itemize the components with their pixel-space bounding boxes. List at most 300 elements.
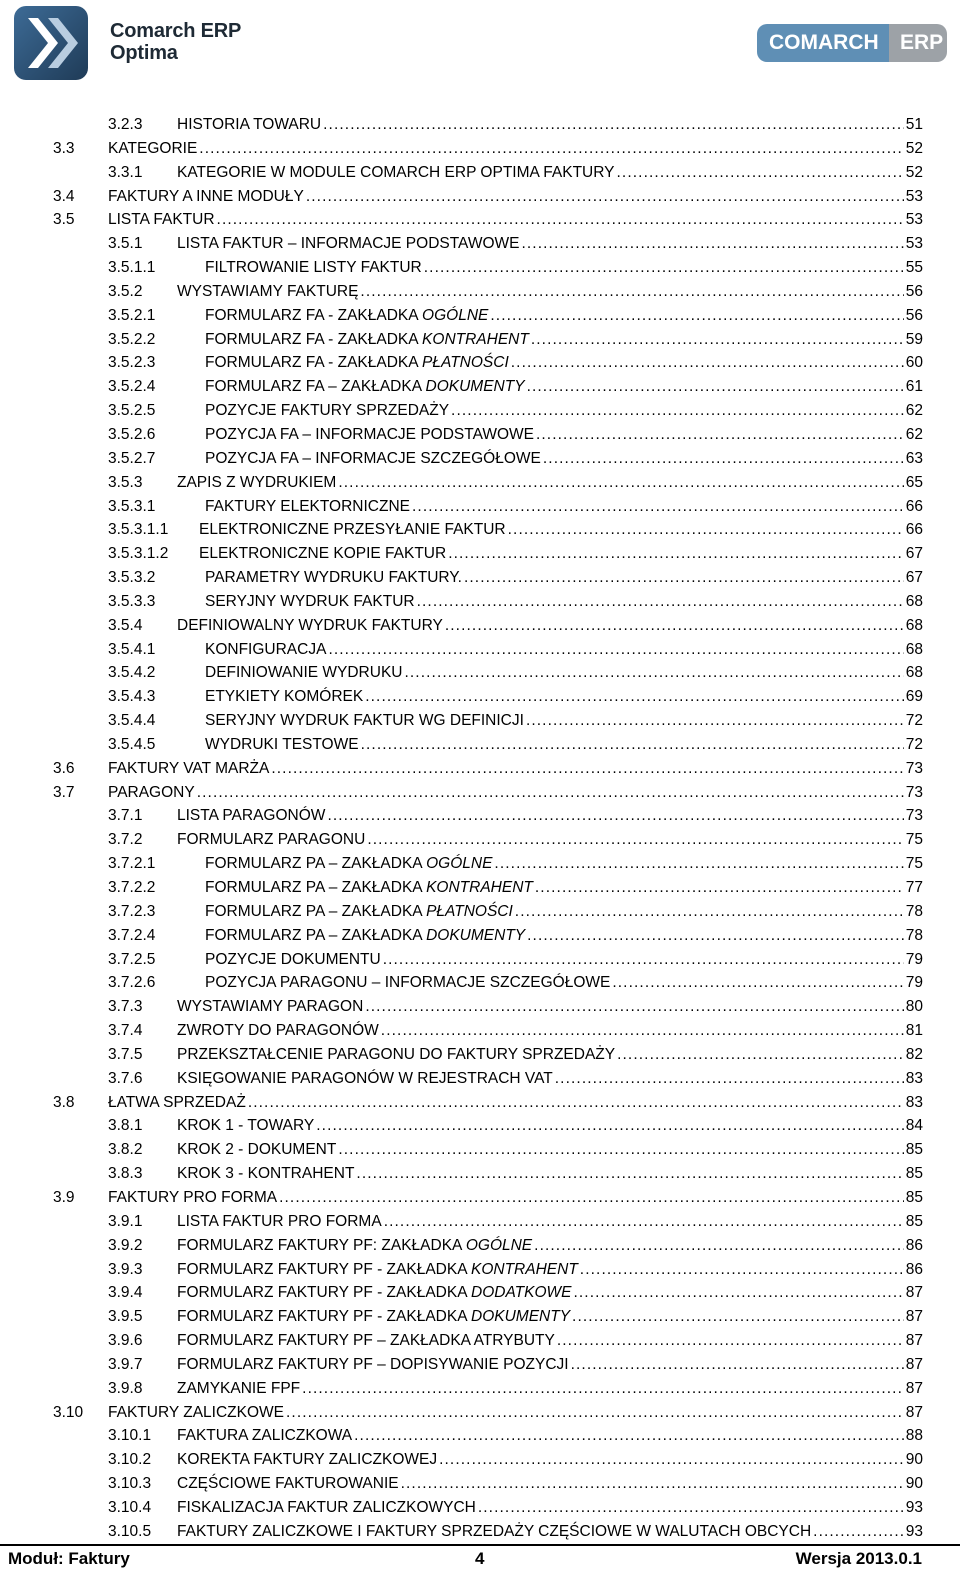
toc-entry-page: 52 [905, 163, 923, 181]
toc-entry-number: 3.3 [53, 139, 75, 157]
toc-entry-title [205, 733, 359, 756]
comarch-erp-logo [757, 24, 947, 64]
toc-dot-leader [383, 948, 904, 971]
toc-entry-number: 3.5.4.3 [108, 688, 156, 706]
toc-entry[interactable] [0, 971, 960, 995]
toc-entry[interactable] [0, 638, 960, 662]
toc-dot-leader [412, 495, 904, 518]
toc-entry-page: 63 [905, 449, 923, 467]
toc-entry-title-text: PARAMETRY WYDRUKU FAKTURY. [205, 569, 462, 587]
toc-entry-number: 3.5.2.4 [108, 378, 156, 396]
toc-entry[interactable] [0, 137, 960, 161]
toc-entry-page: 82 [905, 1045, 923, 1063]
toc-entry-title-text: FORMULARZ FA – ZAKŁADKA [205, 378, 426, 396]
toc-entry-number: 3.9 [53, 1188, 75, 1206]
toc-entry-body [177, 1472, 923, 1495]
toc-entry-title [177, 232, 519, 255]
toc-entry-title-text: FORMULARZ PA – ZAKŁADKA [205, 855, 427, 873]
toc-entry-title-text: KOREKTA FAKTURY ZALICZKOWEJ [177, 1451, 438, 1469]
toc-entry-title-text: KROK 1 - TOWARY [177, 1117, 315, 1135]
toc-entry[interactable] [0, 709, 960, 733]
toc-entry[interactable] [0, 804, 960, 828]
toc-entry-title [205, 423, 534, 446]
toc-entry[interactable] [0, 1448, 960, 1472]
toc-entry[interactable] [0, 447, 960, 471]
toc-entry-title-italic: DOKUMENTY [425, 378, 525, 396]
footer-rule [0, 1544, 960, 1546]
toc-dot-leader [439, 1448, 904, 1471]
toc-dot-leader [327, 804, 903, 827]
toc-entry-number: 3.5.2 [108, 282, 143, 300]
toc-dot-leader [445, 614, 904, 637]
toc-entry-body [108, 781, 923, 804]
toc-entry[interactable] [0, 1210, 960, 1234]
toc-entry-page: 72 [905, 735, 923, 753]
toc-entry-title-italic: KONTRAHENT [422, 330, 529, 348]
toc-dot-leader [572, 1305, 904, 1328]
toc-entry-title-text: SERYJNY WYDRUK FAKTUR WG DEFINICJI [205, 712, 524, 730]
toc-entry-title-italic: KONTRAHENT [471, 1260, 578, 1278]
toc-dot-leader [279, 1186, 904, 1209]
toc-entry-page: 90 [905, 1475, 923, 1493]
toc-entry-title [177, 1424, 352, 1447]
toc-entry-body [205, 447, 923, 470]
toc-entry-title [205, 948, 381, 971]
toc-entry[interactable] [0, 304, 960, 328]
toc-entry[interactable] [0, 161, 960, 185]
toc-entry-page: 59 [905, 330, 923, 348]
toc-entry-title [177, 1019, 379, 1042]
toc-entry[interactable] [0, 1091, 960, 1115]
toc-entry-title-text: SERYJNY WYDRUK FAKTUR [205, 592, 415, 610]
footer-page-number: 4 [475, 1549, 485, 1568]
toc-entry-body [108, 1401, 923, 1424]
toc-entry[interactable] [0, 375, 960, 399]
toc-dot-leader [271, 757, 903, 780]
toc-entry-number: 3.5.3.3 [108, 592, 156, 610]
toc-entry-title-text: ELEKTRONICZNE PRZESYŁANIE FAKTUR [199, 521, 506, 539]
toc-entry-body [205, 876, 923, 899]
toc-entry-number: 3.5.4.5 [108, 735, 156, 753]
toc-entry-number: 3.5.2.2 [108, 330, 156, 348]
toc-entry-title-text: LISTA FAKTUR [108, 211, 215, 229]
toc-dot-leader [571, 1353, 904, 1376]
toc-entry-page: 87 [905, 1332, 923, 1350]
toc-entry-title-text: PRZEKSZTAŁCENIE PARAGONU DO FAKTURY SPRZEDAŻY [177, 1045, 616, 1063]
toc-entry-number: 3.7.2.2 [108, 879, 156, 896]
toc-entry-body [205, 924, 923, 947]
toc-entry-number: 3.5.3 [108, 473, 143, 491]
toc-entry-page: 67 [905, 545, 923, 563]
toc-entry-body [177, 1496, 923, 1519]
toc-entry[interactable] [0, 1186, 960, 1210]
page-footer [0, 1544, 960, 1583]
toc-entry-page: 55 [905, 259, 923, 277]
toc-entry[interactable] [0, 1258, 960, 1282]
toc-dot-leader [612, 971, 903, 994]
toc-entry-title-text: WYDRUKI TESTOWE [205, 735, 359, 753]
toc-entry-number: 3.7.5 [108, 1045, 143, 1063]
toc-dot-leader [813, 1520, 904, 1543]
toc-entry[interactable] [0, 1067, 960, 1091]
toc-entry-title-text: POZYCJA FA – INFORMACJE SZCZEGÓŁOWE [205, 449, 541, 467]
toc-entry[interactable] [0, 471, 960, 495]
toc-entry-page: 75 [905, 831, 923, 849]
toc-entry-title [205, 900, 513, 923]
toc-entry-title-text: FORMULARZ FAKTURY PF - ZAKŁADKA [177, 1308, 471, 1326]
toc-entry[interactable] [0, 757, 960, 781]
toc-entry-page: 87 [905, 1403, 923, 1421]
toc-entry-page: 86 [905, 1236, 923, 1254]
toc-entry-title [177, 1138, 336, 1161]
toc-dot-leader [617, 1043, 904, 1066]
toc-entry[interactable] [0, 1401, 960, 1425]
toc-entry-page: 56 [905, 306, 923, 324]
toc-entry-number: 3.7.2 [108, 831, 143, 849]
toc-entry-page: 73 [905, 759, 923, 777]
toc-entry-title [177, 161, 615, 184]
toc-dot-leader [515, 900, 904, 923]
toc-entry-body [177, 1329, 923, 1352]
toc-entry-page: 61 [905, 378, 923, 396]
toc-entry-page: 77 [905, 879, 923, 896]
toc-entry-title-text: FORMULARZ FA - ZAKŁADKA [205, 354, 423, 372]
toc-entry-page: 66 [905, 497, 923, 515]
toc-entry[interactable] [0, 948, 960, 972]
toc-entry-number: 3.5.4 [108, 616, 143, 634]
toc-dot-leader [217, 208, 904, 231]
toc-entry-number: 3.10.2 [108, 1451, 152, 1469]
toc-entry[interactable] [0, 280, 960, 304]
toc-entry-page: 83 [905, 1093, 923, 1111]
toc-entry-title-text: KONFIGURACJA [205, 640, 327, 658]
toc-entry-number: 3.9.1 [108, 1212, 143, 1230]
toc-entry[interactable] [0, 1520, 960, 1544]
toc-entry-number: 3.9.6 [108, 1332, 143, 1350]
toc-entry[interactable] [0, 328, 960, 352]
toc-entry-title-text: ZAMYKANIE FPF [177, 1379, 301, 1397]
toc-dot-leader [302, 1377, 904, 1400]
toc-entry-body [205, 375, 923, 398]
toc-entry-title [205, 876, 533, 899]
toc-entry-body [177, 1281, 923, 1304]
toc-entry-number: 3.5.2.6 [108, 425, 156, 443]
toc-dot-leader [448, 542, 904, 565]
toc-dot-leader [404, 661, 903, 684]
toc-entry-number: 3.7 [53, 783, 75, 801]
toc-entry-title [177, 1067, 553, 1090]
toc-entry[interactable] [0, 614, 960, 638]
toc-entry-page: 51 [905, 116, 923, 133]
toc-entry-body [205, 661, 923, 684]
toc-entry-page: 65 [905, 473, 923, 491]
toc-entry-title-text: POZYCJA PARAGONU – INFORMACJE SZCZEGÓŁOWE [205, 974, 611, 992]
toc-entry-number: 3.7.4 [108, 1022, 143, 1040]
toc-entry[interactable] [0, 1424, 960, 1448]
toc-dot-leader [478, 1496, 904, 1519]
toc-entry-title [177, 1162, 354, 1185]
toc-entry-body [177, 1377, 923, 1400]
toc-entry[interactable] [0, 1353, 960, 1377]
toc-entry-title [108, 757, 269, 780]
toc-entry-title [205, 661, 402, 684]
toc-entry-title-text: POZYCJE DOKUMENTU [205, 950, 381, 968]
toc-entry-page: 87 [905, 1379, 923, 1397]
toc-entry[interactable] [0, 924, 960, 948]
toc-dot-leader [338, 471, 903, 494]
toc-entry-title-text: HISTORIA TOWARU [177, 116, 322, 133]
toc-dot-leader [508, 518, 904, 541]
toc-entry[interactable] [0, 852, 960, 876]
toc-entry[interactable] [0, 781, 960, 805]
toc-entry-body [108, 1186, 923, 1209]
toc-entry-title-text: FAKTURY ZALICZKOWE [108, 1403, 284, 1421]
toc-entry[interactable] [0, 566, 960, 590]
toc-entry-body [205, 304, 923, 327]
toc-entry-title-text: FORMULARZ PARAGONU [177, 831, 366, 849]
toc-entry-title [205, 328, 529, 351]
toc-entry-page: 85 [905, 1165, 923, 1183]
toc-dot-leader [527, 924, 904, 947]
toc-dot-leader [490, 304, 903, 327]
toc-entry-title [205, 924, 525, 947]
toc-entry-title-text: ZWROTY DO PARAGONÓW [177, 1022, 379, 1040]
toc-entry-title [177, 1496, 476, 1519]
toc-dot-leader [356, 1162, 903, 1185]
toc-dot-leader [494, 852, 903, 875]
toc-entry-title-text: FORMULARZ FAKTURY PF - ZAKŁADKA [177, 1260, 471, 1278]
toc-entry[interactable] [0, 495, 960, 519]
toc-entry-title-italic: DOKUMENTY [426, 926, 526, 944]
toc-entry-number: 3.9.8 [108, 1379, 143, 1397]
toc-entry-number: 3.8.1 [108, 1117, 143, 1135]
toc-entry-title-text: FAKTURY PRO FORMA [108, 1188, 278, 1206]
toc-entry-title-text: FORMULARZ FAKTURY PF: ZAKŁADKA [177, 1236, 466, 1254]
toc-entry-page: 81 [905, 1022, 923, 1040]
toc-entry-body [108, 757, 923, 780]
toc-entry-number: 3.5.4.1 [108, 640, 156, 658]
toc-entry-title-italic: PŁATNOŚCI [422, 354, 509, 372]
toc-entry-body [177, 471, 923, 494]
toc-entry-body [205, 900, 923, 923]
toc-entry[interactable] [0, 995, 960, 1019]
toc-entry-title-text: CZĘŚCIOWE FAKTUROWANIE [177, 1475, 399, 1493]
toc-entry-title-text: ZAPIS Z WYDRUKIEM [177, 473, 337, 491]
toc-entry-body [177, 1138, 923, 1161]
toc-entry-body [205, 566, 923, 589]
toc-entry-title-italic: DOKUMENTY [471, 1308, 571, 1326]
toc-entry-title-text: FAKTURY ELEKTORNICZNE [205, 497, 410, 515]
toc-entry-title [108, 185, 304, 208]
toc-entry-body [205, 948, 923, 971]
toc-entry-body [177, 1448, 923, 1471]
toc-entry-body [177, 1258, 923, 1281]
toc-entry-number: 3.5.4.4 [108, 712, 156, 730]
toc-entry-page: 84 [905, 1117, 923, 1135]
toc-entry[interactable] [0, 256, 960, 280]
toc-entry-title [177, 1043, 615, 1066]
toc-entry-title-text: KROK 2 - DOKUMENT [177, 1141, 337, 1159]
toc-entry[interactable] [0, 828, 960, 852]
toc-dot-leader [401, 1472, 904, 1495]
toc-entry-page: 62 [905, 425, 923, 443]
toc-entry-title-text: ELEKTRONICZNE KOPIE FAKTUR [199, 545, 447, 563]
toc-entry-page: 73 [905, 807, 923, 825]
toc-entry-page: 85 [905, 1141, 923, 1159]
toc-entry-number: 3.7.6 [108, 1069, 143, 1087]
toc-entry-title-italic: OGÓLNE [465, 1236, 533, 1254]
toc-entry-title [177, 995, 363, 1018]
toc-entry-body [177, 1019, 923, 1042]
toc-dot-leader [367, 828, 903, 851]
toc-entry-page: 80 [905, 998, 923, 1016]
toc-entry-number: 3.5.4.2 [108, 664, 156, 682]
toc-entry-title [177, 1448, 437, 1471]
toc-entry[interactable] [0, 1162, 960, 1186]
toc-entry-number: 3.5.2.7 [108, 449, 156, 467]
toc-dot-leader [617, 161, 904, 184]
toc-entry[interactable] [0, 185, 960, 209]
toc-entry-number: 3.7.3 [108, 998, 143, 1016]
toc-entry[interactable] [0, 208, 960, 232]
toc-entry-number: 3.2.3 [108, 116, 143, 133]
toc-entry[interactable] [0, 876, 960, 900]
toc-entry[interactable] [0, 1329, 960, 1353]
toc-entry-page: 79 [905, 950, 923, 968]
toc-entry-title [177, 828, 365, 851]
toc-entry[interactable] [0, 1281, 960, 1305]
toc-entry-title-text: FAKTURY VAT MARŻA [108, 759, 270, 777]
toc-entry-page: 66 [905, 521, 923, 539]
product-name-line2: Optima [110, 42, 178, 64]
toc-entry-title-text: DEFINIOWANIE WYDRUKU [205, 664, 403, 682]
toc-entry-number: 3.7.2.4 [108, 926, 156, 944]
toc-entry-title [177, 1281, 571, 1304]
toc-entry-body [177, 161, 923, 184]
toc-dot-leader [354, 1424, 904, 1447]
toc-entry-title-text: FORMULARZ PA – ZAKŁADKA [205, 926, 427, 944]
toc-entry[interactable] [0, 1472, 960, 1496]
toc-dot-leader [580, 1258, 904, 1281]
logo-brand-text: COMARCH [769, 31, 879, 54]
footer-module: Moduł: Faktury [8, 1549, 130, 1568]
toc-entry-title [108, 137, 197, 160]
toc-entry-body [177, 280, 923, 303]
product-name [110, 20, 241, 64]
toc-entry-number: 3.5.2.3 [108, 354, 156, 372]
toc-entry-title [205, 685, 363, 708]
toc-entry[interactable] [0, 661, 960, 685]
toc-entry-title-text: ŁATWA SPRZEDAŻ [108, 1093, 246, 1111]
toc-entry[interactable] [0, 542, 960, 566]
toc-entry-page: 53 [905, 187, 923, 205]
toc-entry-number: 3.5.2.1 [108, 306, 156, 324]
toc-entry-title-text: FISKALIZACJA FAKTUR ZALICZKOWYCH [177, 1498, 476, 1516]
toc-entry-page: 85 [905, 1212, 923, 1230]
toc-entry-page: 53 [905, 211, 923, 229]
toc-entry[interactable] [0, 1496, 960, 1520]
toc-dot-leader [248, 1091, 904, 1114]
toc-entry-title-text: PARAGONY [108, 783, 195, 801]
toc-entry-number: 3.9.7 [108, 1355, 143, 1373]
toc-entry[interactable] [0, 1019, 960, 1043]
toc-entry-number: 3.5.3.1.1 [108, 521, 169, 539]
toc-entry[interactable] [0, 423, 960, 447]
toc-entry-title [177, 1210, 382, 1233]
toc-dot-leader [511, 351, 904, 374]
toc-entry-body [205, 852, 923, 875]
toc-entry[interactable] [0, 232, 960, 256]
toc-entry[interactable] [0, 685, 960, 709]
toc-dot-leader [365, 685, 904, 708]
toc-entry-number: 3.8 [53, 1093, 75, 1111]
toc-entry-number: 3.7.2.3 [108, 902, 156, 920]
toc-entry-body [177, 1162, 923, 1185]
toc-entry[interactable] [0, 351, 960, 375]
toc-entry-number: 3.5.3.1.2 [108, 545, 169, 563]
toc-entry-body [177, 804, 923, 827]
toc-entry-body [205, 590, 923, 613]
toc-entry-title [177, 1305, 570, 1328]
toc-entry-title [108, 781, 195, 804]
toc-entry[interactable] [0, 399, 960, 423]
toc-entry-title [205, 709, 524, 732]
toc-entry-title-text: FAKTURY ZALICZKOWE I FAKTURY SPRZEDAŻY CZĘŚCIOWE W WALUTACH OBCYCH [177, 1522, 812, 1540]
toc-entry[interactable] [0, 1114, 960, 1138]
toc-dot-leader [381, 1019, 904, 1042]
toc-entry[interactable] [0, 518, 960, 542]
toc-entry-title-text: FORMULARZ FAKTURY PF - ZAKŁADKA [177, 1284, 471, 1302]
toc-entry[interactable] [0, 1305, 960, 1329]
toc-entry-title-text: FORMULARZ PA – ZAKŁADKA [205, 902, 427, 920]
toc-entry-body [177, 1353, 923, 1376]
toc-entry[interactable] [0, 1043, 960, 1067]
toc-entry-number: 3.5 [53, 211, 75, 229]
toc-entry-page: 87 [905, 1355, 923, 1373]
logo-suffix-text: ERP [900, 31, 944, 54]
toc-dot-leader [451, 399, 904, 422]
toc-entry-page: 75 [905, 855, 923, 873]
toc-entry-title [205, 852, 492, 875]
toc-entry-title [177, 280, 358, 303]
toc-entry[interactable] [0, 1138, 960, 1162]
toc-entry-body [177, 1114, 923, 1137]
toc-entry[interactable] [0, 900, 960, 924]
toc-entry[interactable] [0, 113, 960, 137]
toc-dot-leader [424, 256, 904, 279]
toc-entry-title-text: LISTA FAKTUR – INFORMACJE PODSTAWOWE [177, 235, 520, 253]
toc-entry-page: 68 [905, 592, 923, 610]
toc-entry-body [177, 1234, 923, 1257]
toc-entry-page: 53 [905, 235, 923, 253]
toc-entry-body [177, 1520, 923, 1543]
toc-entry[interactable] [0, 733, 960, 757]
toc-dot-leader [197, 781, 904, 804]
page-header [0, 0, 960, 95]
toc-entry[interactable] [0, 1377, 960, 1401]
toc-entry-title [205, 638, 326, 661]
toc-entry-title [177, 1258, 578, 1281]
toc-entry[interactable] [0, 590, 960, 614]
toc-entry-title-text: FAKTURY A INNE MODUŁY [108, 187, 304, 205]
toc-entry-page: 78 [905, 902, 923, 920]
toc-entry-title-text: FORMULARZ FAKTURY PF – ZAKŁADKA ATRYBUTY [177, 1332, 555, 1350]
toc-dot-leader [557, 1329, 904, 1352]
toc-entry[interactable] [0, 1234, 960, 1258]
toc-entry-body [177, 1067, 923, 1090]
toc-entry-title-text: KSIĘGOWANIE PARAGONÓW W REJESTRACH VAT [177, 1069, 553, 1087]
toc-entry-body [205, 399, 923, 422]
